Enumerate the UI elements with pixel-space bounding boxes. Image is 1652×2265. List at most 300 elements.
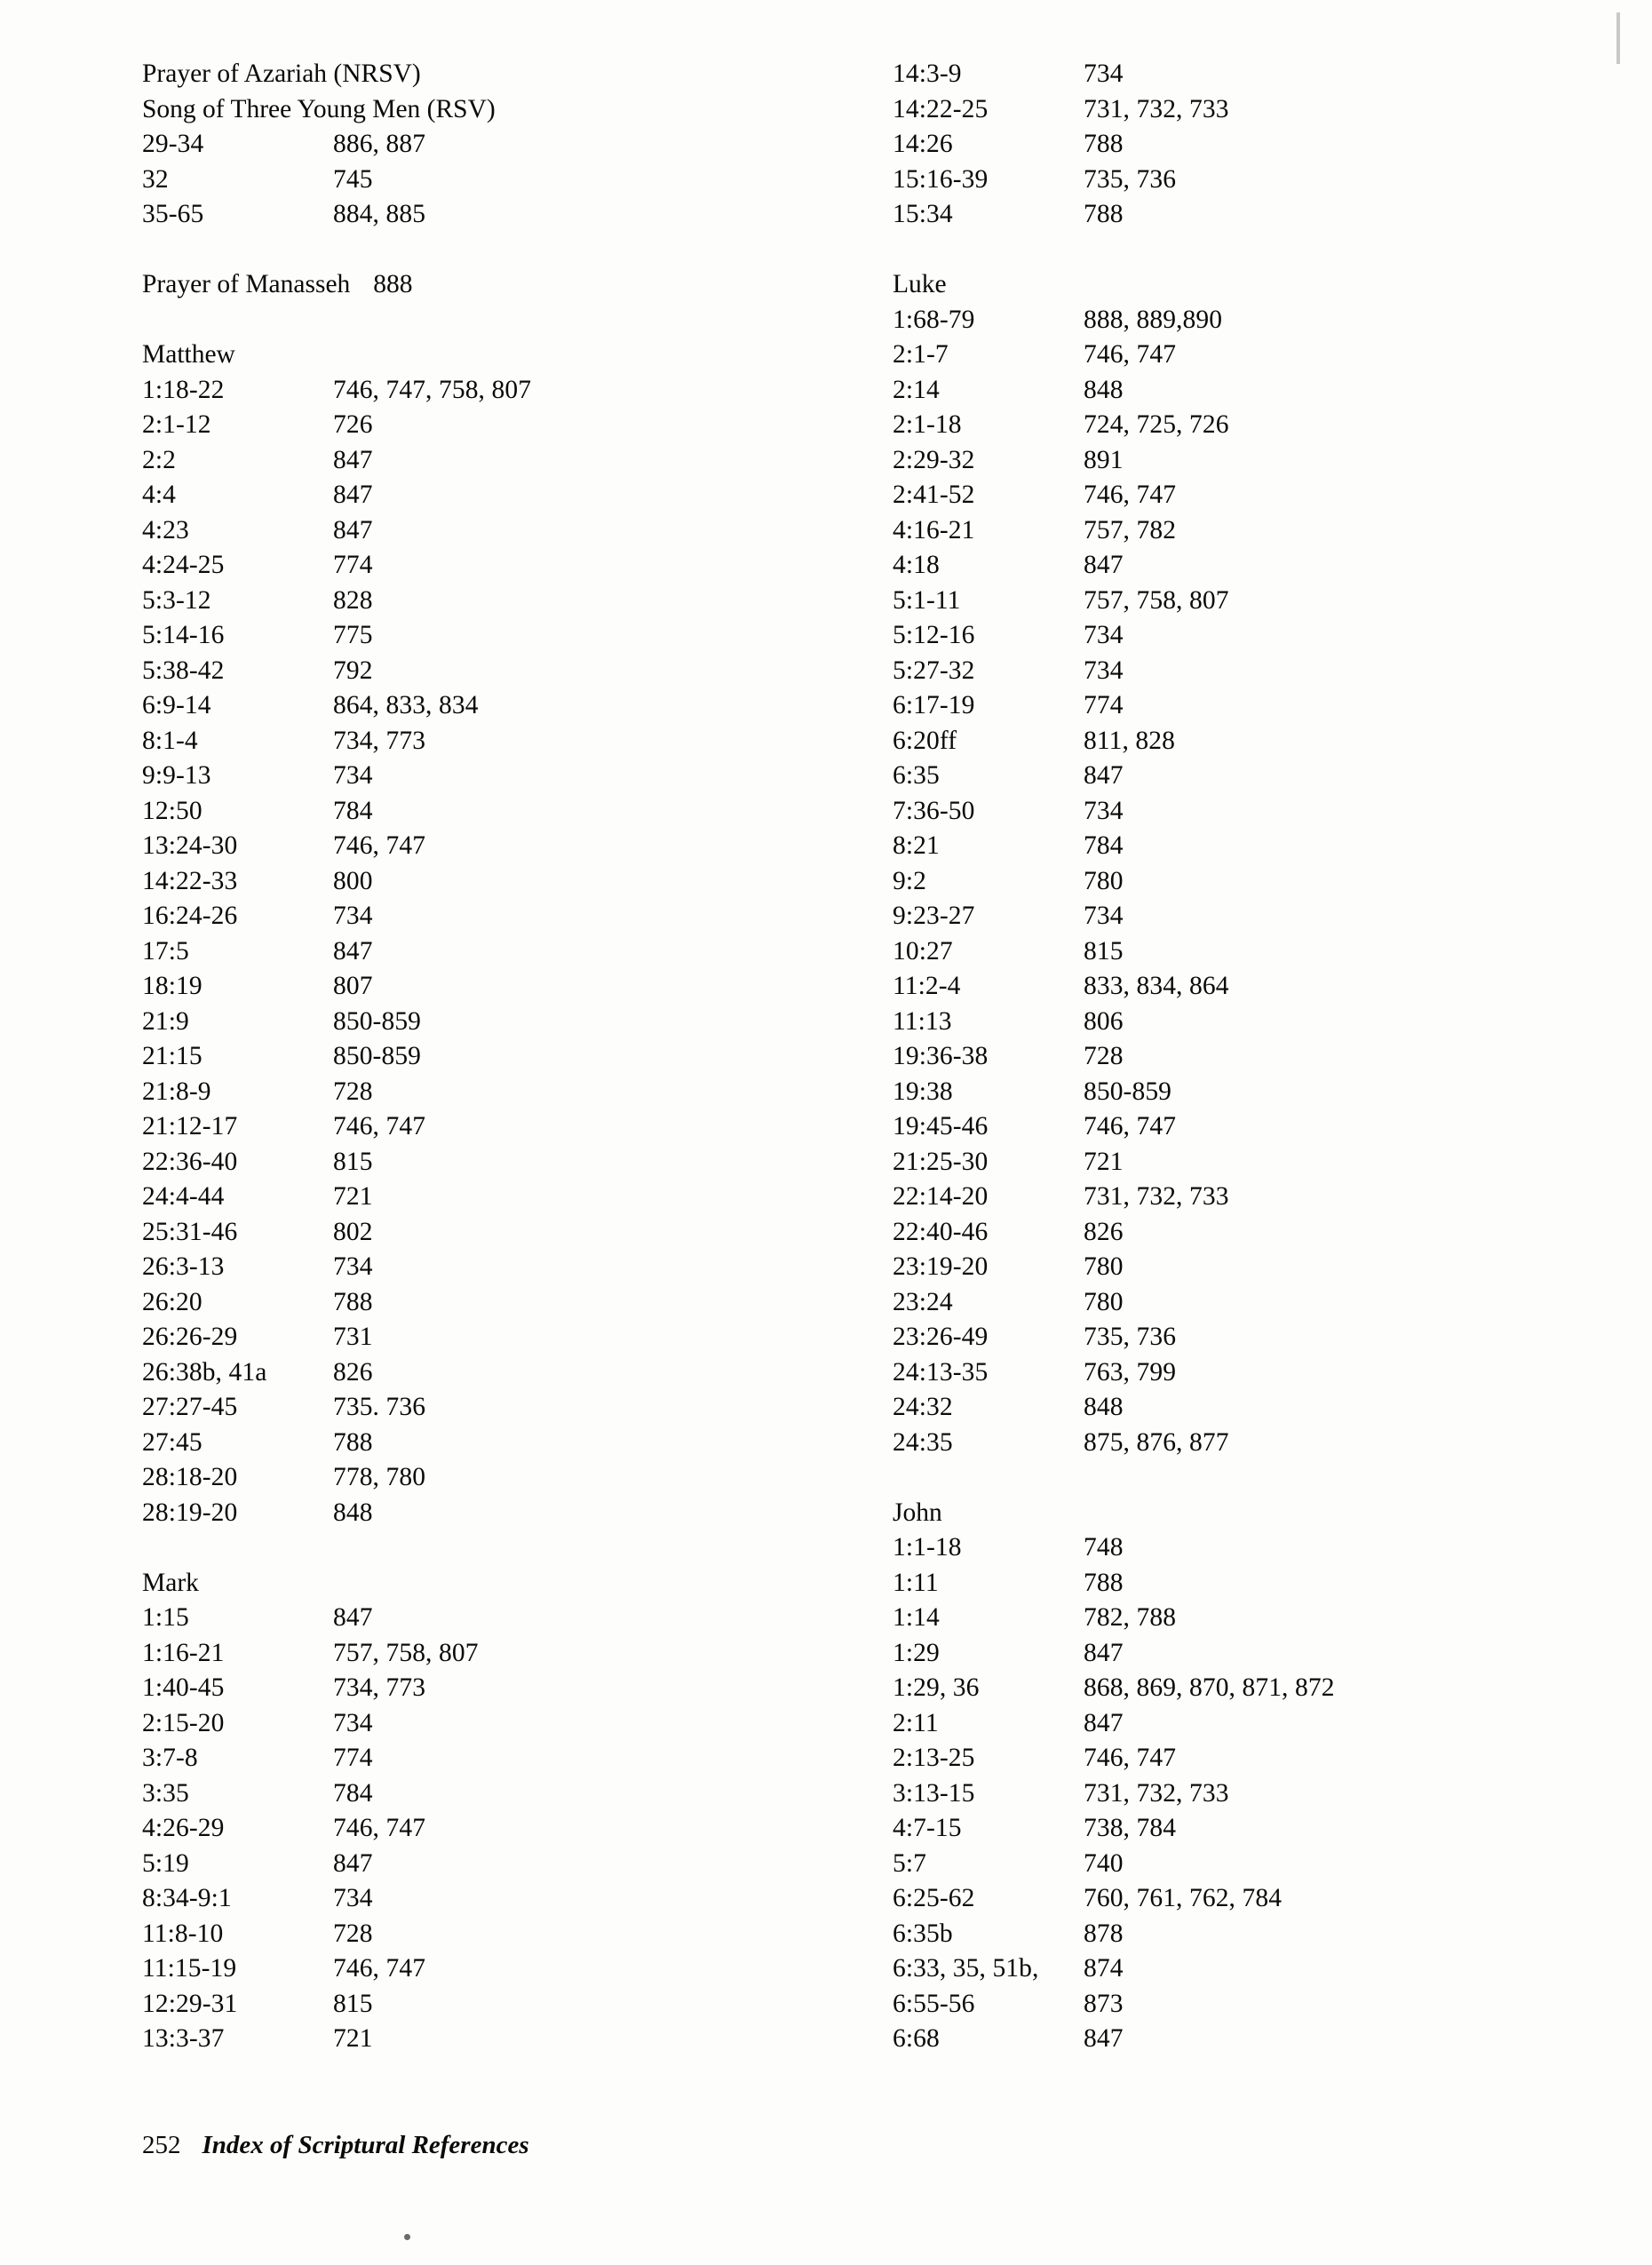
entry-reference: 11:2-4 (893, 972, 961, 1000)
entry-reference: 2:1-12 (142, 410, 211, 439)
entry-page-numbers: 806 (1084, 1006, 1124, 1036)
entry-page-numbers: 848 (333, 1498, 373, 1527)
index-entry (893, 1601, 1652, 1636)
index-entry (142, 1917, 893, 1952)
left-column (142, 57, 893, 2057)
index-entry (893, 864, 1652, 900)
section-spacer (893, 233, 1652, 268)
entry-page-numbers: 734, 773 (333, 1673, 426, 1702)
entry-page-numbers: 875, 876, 877 (1084, 1427, 1229, 1457)
page-footer (142, 2131, 529, 2160)
index-entry (893, 1180, 1652, 1215)
index-entry (893, 1530, 1652, 1566)
entry-page-numbers: 815 (333, 1989, 373, 2018)
index-entry (893, 1881, 1652, 1917)
entry-reference: 6:20ff (893, 726, 957, 755)
entry-page-numbers: 757, 758, 807 (1084, 585, 1229, 615)
entry-reference: 24:35 (893, 1427, 953, 1457)
index-entry (893, 408, 1652, 443)
running-title: Index of Scriptural References (202, 2131, 529, 2159)
entry-page-numbers: 847 (333, 1603, 373, 1632)
index-entry (893, 1005, 1652, 1040)
index-entry (142, 408, 893, 443)
entry-reference: 1:16-21 (142, 1638, 225, 1667)
entry-reference: Prayer of Manasseh (142, 270, 351, 298)
entry-page-numbers: 826 (1084, 1217, 1124, 1246)
entry-reference: 2:13-25 (893, 1744, 975, 1772)
entry-reference: 1:15 (142, 1603, 189, 1632)
entry-page-numbers: 760, 761, 762, 784 (1084, 1884, 1283, 1912)
entry-reference: 26:38b, 41a (142, 1357, 267, 1387)
entry-page-numbers: 734 (333, 1708, 373, 1737)
index-entry (893, 1145, 1652, 1180)
entry-reference: 14:26 (893, 130, 953, 158)
entry-reference: 1:18-22 (142, 375, 225, 404)
entry-page-numbers: 884, 885 (333, 200, 426, 228)
index-entry (893, 794, 1652, 830)
index-entry (893, 584, 1652, 619)
entry-reference: 2:1-7 (893, 340, 949, 369)
entry-page-numbers: 784 (333, 1778, 373, 1808)
entry-page-numbers: 850-859 (1084, 1077, 1172, 1106)
entry-reference: 1:11 (893, 1568, 939, 1597)
index-entry (893, 513, 1652, 549)
book-heading: Matthew (142, 340, 235, 369)
index-entry (893, 1355, 1652, 1391)
entry-reference: 1:40-45 (142, 1673, 225, 1702)
index-entry (142, 1706, 893, 1742)
right-column (893, 57, 1652, 2057)
index-entry (893, 1636, 1652, 1672)
entry-page-numbers: 734 (1084, 796, 1124, 825)
entry-page-numbers: 728 (1084, 1042, 1124, 1070)
index-entry (142, 1951, 893, 1987)
index-entry (893, 934, 1652, 970)
entry-reference: 3:7-8 (142, 1744, 198, 1772)
index-entry (142, 1811, 893, 1847)
entry-page-numbers: 788 (1084, 200, 1124, 228)
index-entry (142, 794, 893, 830)
scan-speck (404, 2234, 410, 2240)
entry-reference: 21:8-9 (142, 1077, 211, 1106)
index-entry (142, 1075, 893, 1110)
index-entry (142, 1426, 893, 1461)
index-entry (893, 1039, 1652, 1075)
index-entry (142, 1005, 893, 1040)
entry-reference: 3:13-15 (893, 1778, 975, 1808)
index-entry (142, 1039, 893, 1075)
entry-reference: 22:36-40 (142, 1147, 238, 1176)
entry-page-numbers: 746, 747 (333, 831, 426, 860)
entry-page-numbers: 726 (333, 410, 373, 439)
entry-page-numbers: 780 (1084, 1287, 1124, 1316)
entry-reference: 9:23-27 (893, 902, 975, 930)
entry-page-numbers: 815 (333, 1147, 373, 1176)
entry-page-numbers: 735, 736 (1084, 1323, 1177, 1351)
entry-reference: 19:38 (893, 1077, 953, 1106)
index-entry (142, 864, 893, 900)
book-heading: Mark (142, 1568, 199, 1597)
index-entry (142, 478, 893, 513)
entry-reference: 4:18 (893, 551, 940, 579)
entry-page-numbers: 757, 782 (1084, 515, 1177, 544)
entry-reference: 2:41-52 (893, 481, 975, 509)
index-entry (142, 688, 893, 724)
entry-page-numbers: 828 (333, 585, 373, 615)
entry-reference: 14:3-9 (893, 60, 962, 88)
entry-reference: 6:17-19 (893, 691, 975, 719)
index-entry (893, 1776, 1652, 1812)
entry-page-numbers: 888, 889,890 (1084, 305, 1223, 334)
entry-reference: 26:3-13 (142, 1252, 225, 1281)
entry-reference: 8:21 (893, 831, 940, 860)
entry-reference: 11:15-19 (142, 1954, 237, 1983)
index-entry (893, 163, 1652, 198)
entry-reference: 5:3-12 (142, 585, 211, 615)
entry-page-numbers: 734 (1084, 60, 1124, 88)
entry-page-numbers: 731, 732, 733 (1084, 1778, 1229, 1808)
entry-reference: 11:13 (893, 1006, 952, 1036)
entry-reference: 6:35 (893, 761, 940, 790)
index-entry (893, 654, 1652, 689)
index-entry (893, 1109, 1652, 1145)
entry-page-numbers: 721 (333, 2024, 373, 2053)
section-title-line: Prayer of Azariah (NRSV) (142, 60, 421, 88)
index-entry (893, 127, 1652, 163)
entry-reference: 4:16-21 (893, 515, 975, 544)
entry-page-numbers: 746, 747 (1084, 340, 1177, 369)
entry-page-numbers: 721 (1084, 1147, 1124, 1176)
section-title-line: Song of Three Young Men (RSV) (142, 94, 496, 123)
entry-reference: 1:14 (893, 1603, 940, 1632)
entry-page-numbers: 763, 799 (1084, 1357, 1177, 1387)
entry-reference: 23:19-20 (893, 1252, 989, 1281)
entry-page-numbers: 728 (333, 1077, 373, 1106)
entry-reference: 13:3-37 (142, 2024, 225, 2053)
entry-page-numbers: 782, 788 (1084, 1603, 1177, 1632)
entry-page-numbers: 745 (333, 164, 373, 194)
entry-page-numbers: 784 (333, 796, 373, 825)
entry-page-numbers: 788 (333, 1427, 373, 1457)
index-entry (142, 618, 893, 654)
entry-page-numbers: 888 (373, 270, 413, 298)
entry-reference: 23:26-49 (893, 1323, 989, 1351)
entry-page-numbers: 800 (333, 866, 373, 895)
entry-reference: 1:29 (893, 1638, 940, 1667)
index-entry (893, 1671, 1652, 1706)
index-entry (893, 57, 1652, 92)
index-entry (142, 829, 893, 864)
entry-page-numbers: 734 (333, 761, 373, 790)
entry-reference: 11:8-10 (142, 1919, 224, 1948)
entry-page-numbers: 731, 732, 733 (1084, 1182, 1229, 1211)
entry-reference: 12:29-31 (142, 1989, 238, 2018)
entry-reference: 6:68 (893, 2024, 940, 2053)
entry-reference: 3:35 (142, 1778, 189, 1808)
entry-page-numbers: 864, 833, 834 (333, 691, 479, 719)
entry-page-numbers: 792 (333, 656, 373, 685)
entry-page-numbers: 891 (1084, 445, 1124, 474)
index-entry (142, 1496, 893, 1531)
index-entry (893, 1075, 1652, 1110)
entry-page-numbers: 724, 725, 726 (1084, 410, 1229, 439)
index-entry (142, 548, 893, 584)
index-entry (893, 618, 1652, 654)
index-entry (893, 478, 1652, 513)
entry-page-numbers: 746, 747 (333, 1954, 426, 1983)
entry-reference: 12:50 (142, 796, 203, 825)
entry-reference: 4:26-29 (142, 1814, 225, 1842)
entry-page-numbers: 780 (1084, 1252, 1124, 1281)
index-entry (893, 1426, 1652, 1461)
entry-page-numbers: 815 (1084, 936, 1124, 966)
index-entry (142, 724, 893, 759)
index-entry (142, 1741, 893, 1776)
index-entry (893, 197, 1652, 233)
entry-page-numbers: 740 (1084, 1848, 1124, 1878)
entry-reference: 6:55-56 (893, 1989, 975, 2018)
index-entry (142, 1987, 893, 2023)
index-entry (142, 443, 893, 479)
entry-reference: 21:9 (142, 1006, 189, 1036)
index-entry (893, 724, 1652, 759)
index-entry (142, 1776, 893, 1812)
entry-page-numbers: 847 (333, 936, 373, 966)
index-entry (142, 373, 893, 409)
entry-reference: 5:12-16 (893, 621, 975, 649)
entry-page-numbers: 748 (1084, 1533, 1124, 1562)
index-entry (142, 1460, 893, 1496)
entry-page-numbers: 746, 747 (1084, 1744, 1177, 1772)
index-entry (142, 1145, 893, 1180)
index-entry (142, 2022, 893, 2057)
entry-page-numbers: 847 (333, 481, 373, 509)
entry-page-numbers: 847 (1084, 1708, 1124, 1737)
entry-page-numbers: 734 (333, 1252, 373, 1281)
entry-page-numbers: 746, 747 (333, 1112, 426, 1140)
entry-reference: 14:22-25 (893, 94, 989, 123)
entry-reference: 5:27-32 (893, 656, 975, 685)
entry-page-numbers: 848 (1084, 375, 1124, 404)
titled-index-entry (142, 267, 893, 303)
entry-page-numbers: 847 (333, 515, 373, 544)
entry-reference: 1:68-79 (893, 305, 975, 334)
entry-reference: 15:16-39 (893, 164, 989, 194)
entry-page-numbers: 807 (333, 972, 373, 1000)
index-entry (142, 163, 893, 198)
entry-page-numbers: 886, 887 (333, 130, 426, 158)
index-entry (893, 688, 1652, 724)
index-entry (893, 1566, 1652, 1601)
entry-page-numbers: 878 (1084, 1919, 1124, 1948)
entry-page-numbers: 847 (1084, 1638, 1124, 1667)
entry-page-numbers: 847 (333, 445, 373, 474)
index-entry (893, 443, 1652, 479)
index-entry (142, 513, 893, 549)
entry-page-numbers: 746, 747 (1084, 1112, 1177, 1140)
index-entry (893, 829, 1652, 864)
entry-page-numbers: 746, 747, 758, 807 (333, 375, 532, 404)
index-entry (893, 2022, 1652, 2057)
entry-reference: 28:19-20 (142, 1498, 238, 1527)
index-entry (893, 1285, 1652, 1321)
entry-reference: 6:35b (893, 1919, 953, 1948)
index-entry (142, 1355, 893, 1391)
entry-reference: 5:14-16 (142, 621, 225, 649)
section-spacer (142, 233, 893, 268)
entry-page-numbers: 788 (1084, 130, 1124, 158)
entry-page-numbers: 848 (1084, 1393, 1124, 1421)
entry-reference: 24:4-44 (142, 1182, 225, 1211)
entry-reference: 26:26-29 (142, 1323, 238, 1351)
entry-reference: 19:36-38 (893, 1042, 989, 1070)
entry-reference: 6:25-62 (893, 1884, 975, 1912)
entry-reference: 24:13-35 (893, 1357, 989, 1387)
entry-page-numbers: 788 (333, 1287, 373, 1316)
entry-page-numbers: 735, 736 (1084, 164, 1177, 194)
entry-reference: 24:32 (893, 1393, 953, 1421)
entry-page-numbers: 784 (1084, 831, 1124, 860)
index-entry (893, 969, 1652, 1005)
index-entry (893, 899, 1652, 934)
entry-page-numbers: 847 (1084, 551, 1124, 579)
index-entry (893, 338, 1652, 373)
entry-reference: 8:1-4 (142, 726, 198, 755)
entry-reference: 22:14-20 (893, 1182, 989, 1211)
entry-page-numbers: 774 (333, 551, 373, 579)
entry-page-numbers: 734 (333, 1884, 373, 1912)
entry-page-numbers: 774 (333, 1744, 373, 1772)
entry-reference: 25:31-46 (142, 1217, 238, 1246)
entry-page-numbers: 734 (1084, 656, 1124, 685)
index-entry (893, 1741, 1652, 1776)
index-entry (142, 127, 893, 163)
entry-reference: 6:33, 35, 51b, (893, 1954, 1039, 1983)
entry-reference: 2:11 (893, 1708, 939, 1737)
entry-reference: 18:19 (142, 972, 203, 1000)
entry-reference: 5:1-11 (893, 585, 961, 615)
index-entry (893, 1706, 1652, 1742)
entry-reference: 2:2 (142, 445, 176, 474)
entry-page-numbers: 735. 736 (333, 1393, 426, 1421)
entry-reference: 7:36-50 (893, 796, 975, 825)
index-entry (142, 1636, 893, 1672)
entry-reference: 9:2 (893, 866, 926, 895)
entry-reference: 9:9-13 (142, 761, 211, 790)
entry-page-numbers: 833, 834, 864 (1084, 972, 1229, 1000)
index-entry (142, 654, 893, 689)
index-entry (893, 373, 1652, 409)
index-entry (893, 92, 1652, 128)
entry-reference: 5:7 (893, 1848, 926, 1878)
entry-reference: 19:45-46 (893, 1112, 989, 1140)
entry-reference: 13:24-30 (142, 831, 238, 860)
index-entry (142, 1847, 893, 1882)
entry-reference: 21:12-17 (142, 1112, 238, 1140)
section-spacer (893, 1460, 1652, 1496)
entry-page-numbers: 874 (1084, 1954, 1124, 1983)
entry-reference: 17:5 (142, 936, 189, 966)
entry-reference: 2:29-32 (893, 445, 975, 474)
entry-page-numbers: 734 (1084, 621, 1124, 649)
entry-reference: 8:34-9:1 (142, 1884, 232, 1912)
entry-reference: 6:9-14 (142, 691, 211, 719)
index-entry (142, 1671, 893, 1706)
entry-reference: 27:27-45 (142, 1393, 238, 1421)
index-entry (142, 1285, 893, 1321)
two-column-layout (0, 57, 1652, 2057)
entry-reference: 22:40-46 (893, 1217, 989, 1246)
entry-page-numbers: 778, 780 (333, 1463, 426, 1491)
entry-reference: 26:20 (142, 1287, 203, 1316)
index-entry (142, 1390, 893, 1426)
entry-page-numbers: 780 (1084, 866, 1124, 895)
entry-reference: 4:7-15 (893, 1814, 962, 1842)
entry-page-numbers: 850-859 (333, 1006, 422, 1036)
folio-number: 252 (142, 2131, 181, 2159)
entry-reference: 5:38-42 (142, 656, 225, 685)
entry-reference: 16:24-26 (142, 902, 238, 930)
section-spacer (142, 1530, 893, 1566)
index-entry (893, 1847, 1652, 1882)
entry-reference: 1:29, 36 (893, 1673, 980, 1702)
entry-page-numbers: 746, 747 (333, 1814, 426, 1842)
index-entry (893, 1215, 1652, 1251)
index-entry (142, 1320, 893, 1355)
entry-page-numbers: 734 (1084, 902, 1124, 930)
entry-page-numbers: 731, 732, 733 (1084, 94, 1229, 123)
index-entry (142, 969, 893, 1005)
entry-page-numbers: 847 (1084, 761, 1124, 790)
entry-page-numbers: 873 (1084, 1989, 1124, 2018)
index-entry (142, 1109, 893, 1145)
entry-reference: 4:24-25 (142, 551, 225, 579)
entry-reference: 2:14 (893, 375, 940, 404)
index-entry (893, 1917, 1652, 1952)
entry-page-numbers: 774 (1084, 691, 1124, 719)
book-heading: John (893, 1498, 942, 1527)
entry-reference: 23:24 (893, 1287, 953, 1316)
entry-page-numbers: 788 (1084, 1568, 1124, 1597)
entry-page-numbers: 826 (333, 1357, 373, 1387)
entry-page-numbers: 721 (333, 1182, 373, 1211)
entry-reference: 32 (142, 164, 169, 194)
entry-reference: 4:4 (142, 481, 176, 509)
entry-page-numbers: 757, 758, 807 (333, 1638, 479, 1667)
index-entry (142, 1215, 893, 1251)
index-entry (893, 1250, 1652, 1285)
entry-reference: 21:15 (142, 1042, 203, 1070)
index-entry (142, 197, 893, 233)
entry-page-numbers: 746, 747 (1084, 481, 1177, 509)
index-entry (893, 1987, 1652, 2023)
entry-page-numbers: 731 (333, 1323, 373, 1351)
entry-reference: 28:18-20 (142, 1463, 238, 1491)
entry-page-numbers: 734, 773 (333, 726, 426, 755)
entry-page-numbers: 734 (333, 902, 373, 930)
entry-page-numbers: 802 (333, 1217, 373, 1246)
entry-page-numbers: 850-859 (333, 1042, 422, 1070)
entry-reference: 27:45 (142, 1427, 203, 1457)
entry-page-numbers: 738, 784 (1084, 1814, 1177, 1842)
index-entry (142, 934, 893, 970)
entry-page-numbers: 847 (1084, 2024, 1124, 2053)
book-heading: Luke (893, 270, 947, 298)
index-entry (893, 759, 1652, 794)
entry-reference: 35-65 (142, 200, 204, 228)
entry-page-numbers: 775 (333, 621, 373, 649)
index-entry (893, 303, 1652, 338)
